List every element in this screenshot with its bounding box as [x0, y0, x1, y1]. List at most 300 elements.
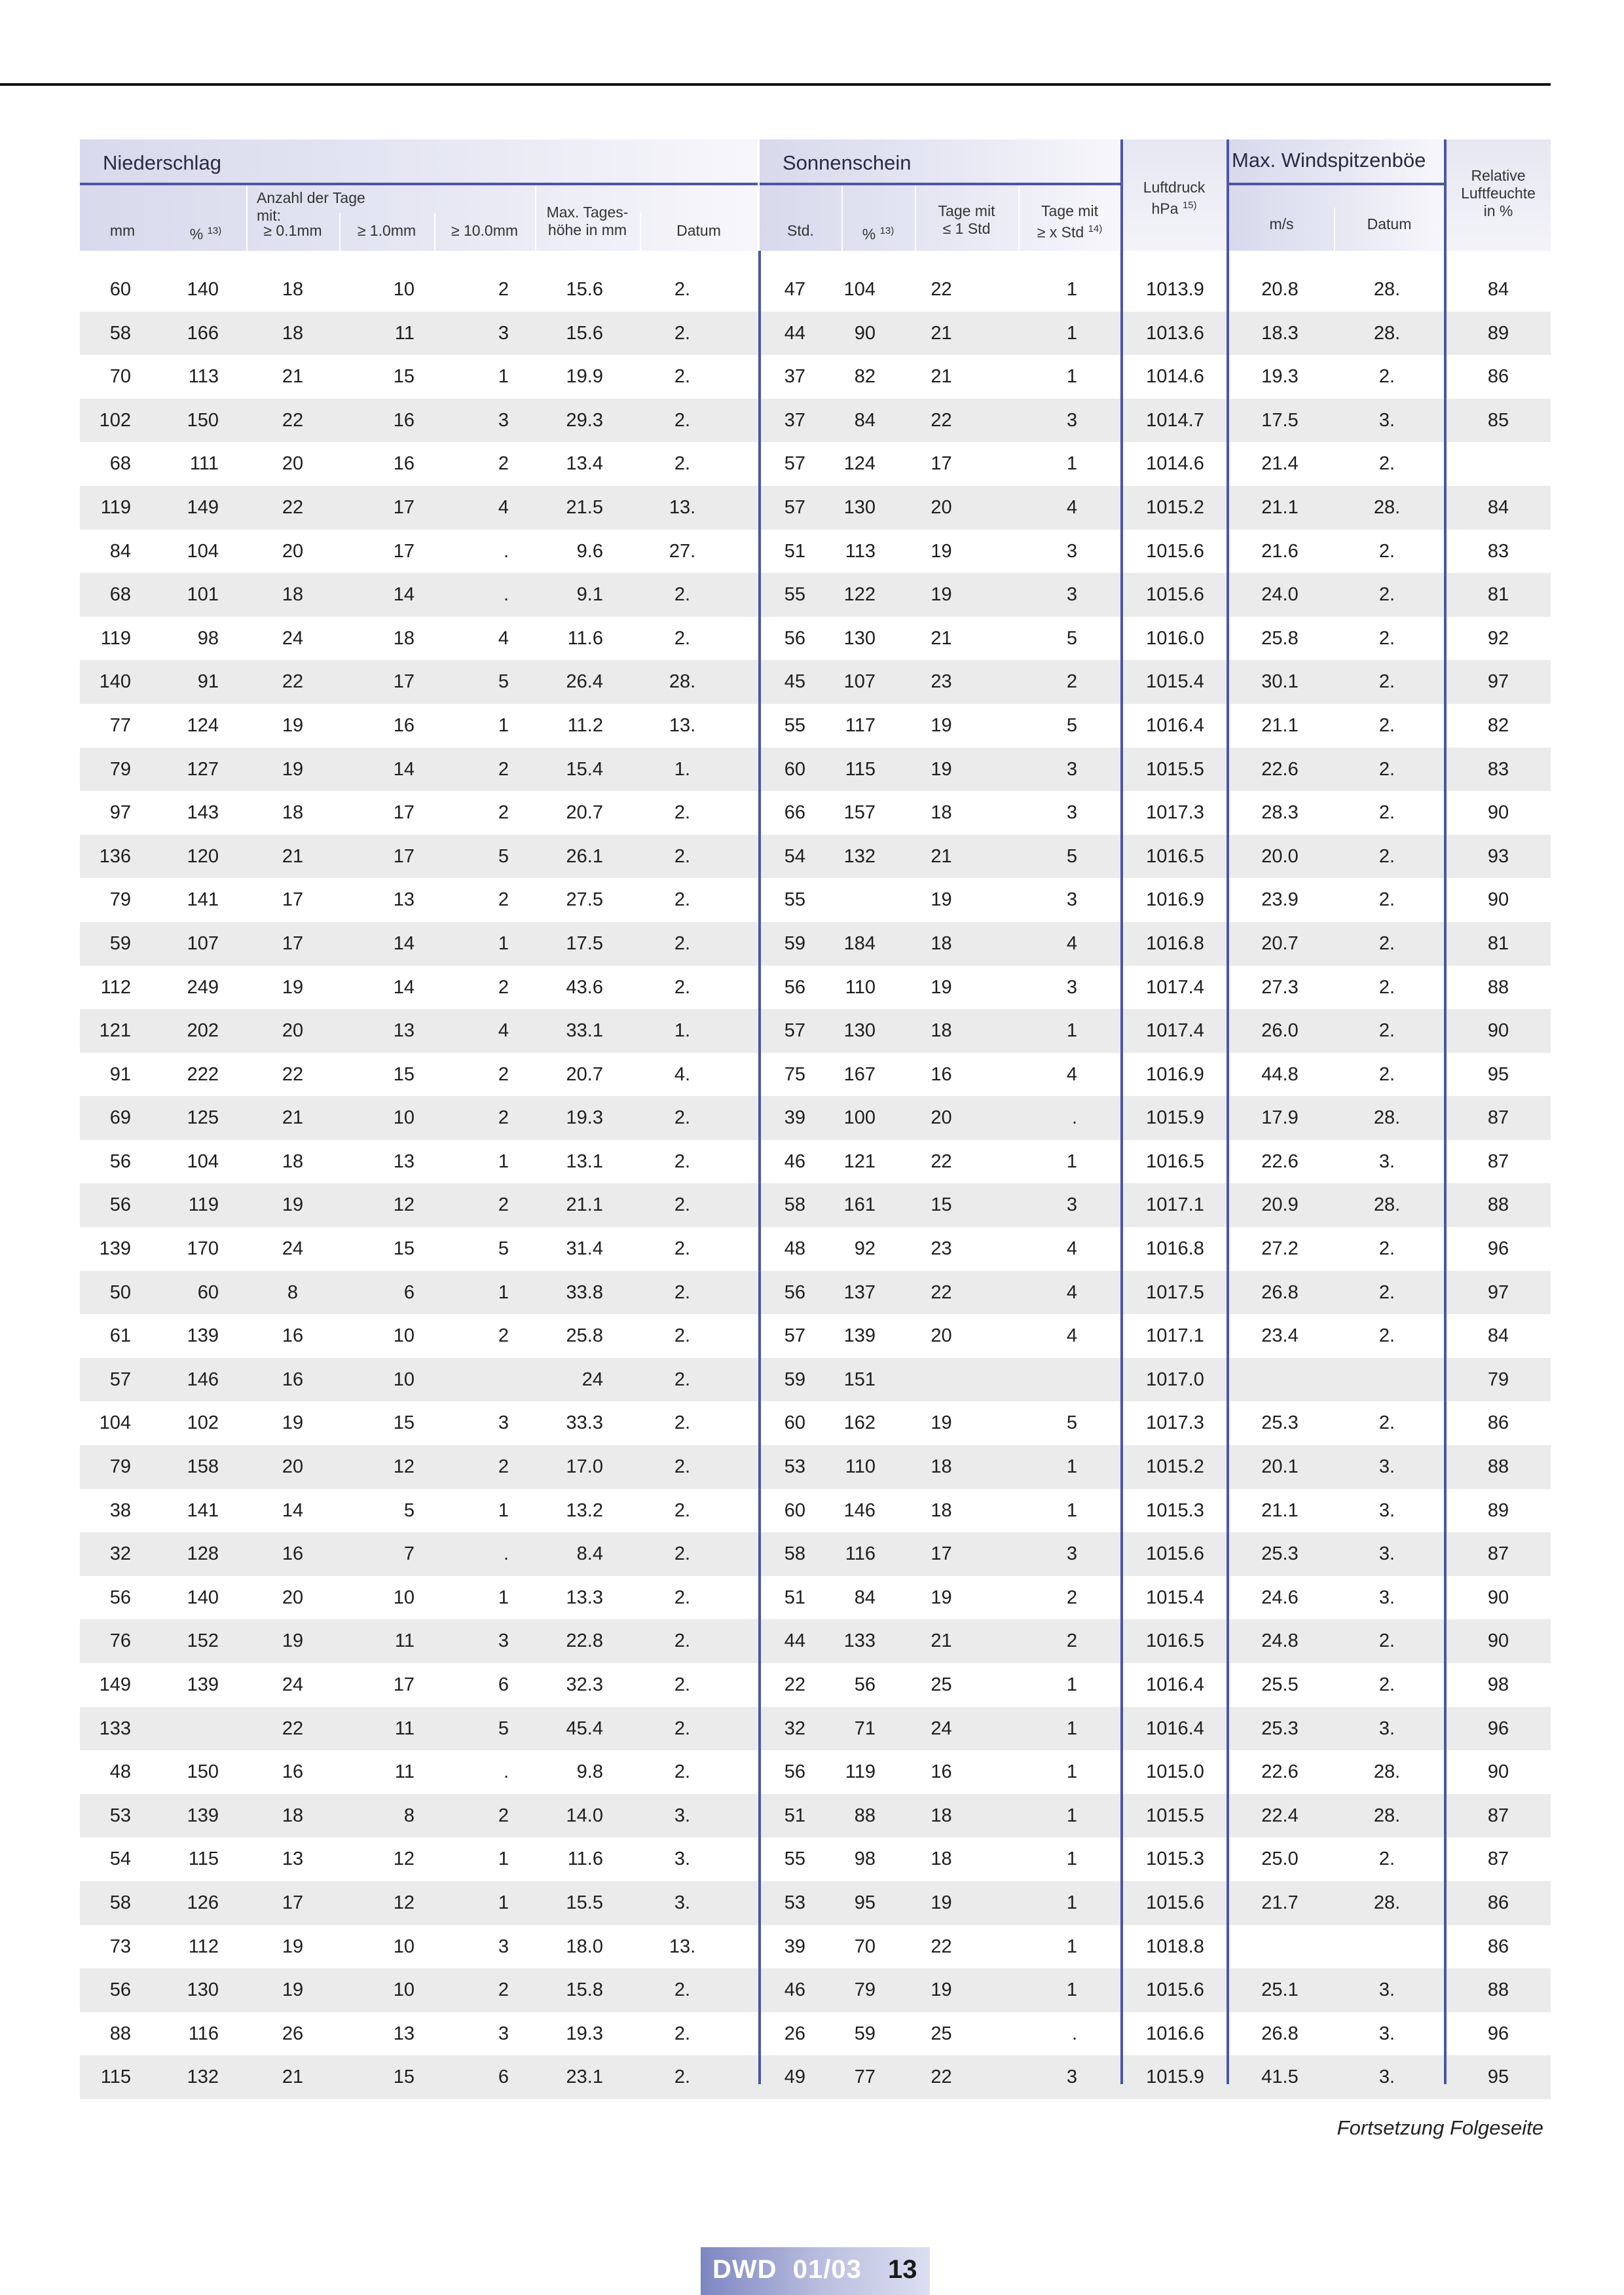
- cell-mm: 121: [99, 1020, 131, 1042]
- cell-ge10: 12: [393, 1456, 415, 1478]
- cell-ge10: 16: [393, 453, 415, 475]
- cell-tage1: 22: [931, 279, 952, 300]
- sep: [1018, 185, 1020, 251]
- cell-maxtages: 32.3: [566, 1674, 603, 1695]
- cell-ge100: 3: [498, 1630, 509, 1652]
- cell-mm: 69: [109, 1107, 131, 1129]
- cell-ge10: 15: [393, 2066, 415, 2088]
- cell-std: 44: [784, 322, 805, 344]
- cell-datum: 3.: [674, 1848, 691, 1870]
- cell-std: 55: [784, 714, 805, 736]
- col-rel-label: Relative Luftfeuchte in %: [1461, 167, 1536, 219]
- cell-ge100: 6: [498, 1674, 509, 1695]
- cell-prozent: 127: [187, 758, 219, 780]
- cell-rel: 90: [1487, 802, 1509, 824]
- cell-maxtages: 11.6: [567, 627, 603, 649]
- cell-s-prozent: 121: [843, 1150, 876, 1172]
- cell-tage1: 17: [931, 1543, 952, 1565]
- cell-prozent: 143: [187, 802, 219, 824]
- divider-sonne: [758, 251, 761, 2084]
- cell-std: 57: [784, 1020, 805, 1042]
- cell-s-prozent: 70: [854, 1936, 876, 1957]
- cell-mm: 136: [99, 845, 131, 867]
- table-row: [80, 791, 1551, 835]
- cell-wind-datum: 28.: [1373, 1194, 1401, 1216]
- cell-datum: 2.: [674, 2066, 691, 2088]
- cell-prozent: 141: [187, 889, 219, 911]
- cell-datum: 13.: [669, 1936, 696, 1957]
- cell-ge01: 22: [282, 496, 304, 518]
- cell-luftdruck: 1014.6: [1146, 453, 1204, 475]
- cell-luftdruck: 1015.9: [1146, 2066, 1204, 2088]
- cell-wind-ms: 25.8: [1261, 627, 1299, 649]
- cell-s-prozent: 56: [854, 1674, 876, 1695]
- cell-luftdruck: 1014.7: [1146, 409, 1204, 431]
- cell-luftdruck: 1013.6: [1146, 322, 1204, 344]
- cell-maxtages: 22.8: [566, 1630, 603, 1652]
- cell-rel: 79: [1487, 1368, 1509, 1390]
- cell-ge100: 1: [498, 1892, 509, 1913]
- cell-std: 37: [784, 366, 805, 388]
- cell-std: 55: [784, 889, 805, 911]
- table-row: [80, 922, 1551, 966]
- cell-wind-ms: [1229, 1925, 1331, 1969]
- cell-rel: 90: [1487, 1587, 1509, 1608]
- cell-wind-ms: 22.6: [1261, 1761, 1299, 1783]
- cell-tage1: 17: [931, 453, 952, 475]
- cell-wind-datum: 2.: [1378, 1281, 1395, 1303]
- cell-wind-ms: 23.9: [1261, 889, 1299, 911]
- niederschlag-title: Niederschlag: [103, 151, 221, 174]
- cell-datum: 2.: [674, 1368, 691, 1390]
- cell-wind-ms: 25.3: [1261, 1543, 1299, 1565]
- cell-std: 51: [784, 1805, 805, 1826]
- table-row: [80, 704, 1551, 748]
- cell-maxtages: 17.0: [566, 1456, 603, 1478]
- cell-tage1: 19: [931, 1892, 952, 1913]
- cell-prozent: 98: [197, 627, 219, 649]
- cell-rel: 86: [1487, 1936, 1509, 1957]
- cell-rel: 87: [1487, 1805, 1509, 1826]
- cell-mm: 54: [109, 1848, 131, 1870]
- sep: [640, 213, 641, 251]
- cell-mm: 76: [109, 1630, 131, 1652]
- cell-s-prozent: 82: [854, 366, 876, 388]
- cell-s-prozent: 71: [854, 1717, 876, 1739]
- cell-wind-ms: 20.8: [1261, 279, 1299, 300]
- cell-wind-ms: 27.2: [1261, 1238, 1299, 1260]
- cell-mm: 60: [109, 279, 131, 300]
- cell-ge01: 21: [282, 1107, 304, 1129]
- cell-std: 56: [784, 627, 805, 649]
- top-rule: [0, 83, 1551, 86]
- cell-mm: 56: [109, 1194, 131, 1216]
- cell-ge01: 20: [282, 1020, 304, 1042]
- cell-luftdruck: 1016.5: [1146, 1150, 1204, 1172]
- cell-luftdruck: 1015.6: [1146, 1892, 1204, 1913]
- cell-std: 75: [784, 1063, 805, 1085]
- cell-wind-ms: 20.7: [1261, 932, 1299, 954]
- cell-rel: 90: [1487, 1761, 1509, 1783]
- cell-luftdruck: 1016.6: [1146, 2023, 1204, 2044]
- cell-maxtages: 21.1: [566, 1194, 603, 1216]
- cell-maxtages: 19.9: [566, 366, 603, 388]
- cell-prozent: 202: [187, 1020, 219, 1042]
- cell-ge100: 1: [498, 366, 509, 388]
- cell-s-prozent: 157: [843, 802, 876, 824]
- cell-tagex: 1: [1066, 322, 1077, 344]
- cell-ge100: 3: [498, 1412, 509, 1434]
- cell-mm: 59: [109, 932, 131, 954]
- cell-maxtages: 20.7: [566, 1063, 603, 1085]
- cell-wind-ms: 28.3: [1261, 802, 1299, 824]
- cell-luftdruck: 1015.4: [1146, 1587, 1204, 1608]
- cell-prozent: 139: [187, 1674, 219, 1695]
- cell-prozent: 120: [187, 845, 219, 867]
- cell-wind-ms: 24.0: [1261, 584, 1299, 606]
- table-row: [80, 355, 1551, 399]
- cell-wind-datum: 2.: [1378, 802, 1395, 824]
- cell-datum: 2.: [674, 932, 691, 954]
- cell-datum: 2.: [674, 1325, 691, 1347]
- cell-wind-datum: 2.: [1378, 627, 1395, 649]
- cell-ge01: 16: [282, 1543, 304, 1565]
- cell-prozent: 125: [187, 1107, 219, 1129]
- cell-tagex: 1: [1066, 1805, 1077, 1826]
- cell-wind-datum: 2.: [1378, 453, 1395, 475]
- cell-luftdruck: 1015.6: [1146, 1979, 1204, 2001]
- cell-ge100: 2: [498, 279, 509, 300]
- cell-luftdruck: 1015.2: [1146, 496, 1204, 518]
- cell-std: 53: [784, 1456, 805, 1478]
- cell-rel: 90: [1487, 889, 1509, 911]
- cell-ge10: 10: [393, 1325, 415, 1347]
- cell-luftdruck: 1015.5: [1146, 758, 1204, 780]
- cell-datum: 27.: [669, 540, 696, 562]
- cell-s-prozent: 146: [843, 1499, 876, 1521]
- cell-mm: 56: [109, 1150, 131, 1172]
- cell-datum: 2.: [674, 1456, 691, 1478]
- cell-wind-ms: 21.7: [1261, 1892, 1299, 1913]
- cell-wind-ms: 21.1: [1261, 1499, 1299, 1521]
- cell-ge10: 11: [394, 1761, 415, 1783]
- cell-maxtages: 9.6: [576, 540, 603, 562]
- cell-ge01: 18: [282, 322, 304, 344]
- cell-rel: 97: [1487, 1281, 1509, 1303]
- cell-rel: 92: [1487, 627, 1509, 649]
- cell-ge10: 10: [393, 1936, 415, 1957]
- cell-luftdruck: 1017.3: [1146, 1412, 1204, 1434]
- cell-tage1: 18: [931, 932, 952, 954]
- sep: [535, 185, 536, 251]
- cell-std: 55: [784, 584, 805, 606]
- cell-luftdruck: 1016.4: [1146, 1674, 1204, 1695]
- cell-luftdruck: 1016.4: [1146, 1717, 1204, 1739]
- sonnenschein-title: Sonnenschein: [783, 151, 912, 174]
- cell-ge100: 1: [498, 1281, 509, 1303]
- table-row: [80, 2012, 1551, 2056]
- table-row: [80, 835, 1551, 879]
- cell-wind-ms: 22.6: [1261, 758, 1299, 780]
- cell-datum: 2.: [674, 1107, 691, 1129]
- cell-mm: 115: [100, 2066, 131, 2088]
- cell-luftdruck: 1015.0: [1146, 1761, 1204, 1783]
- cell-tage1: 19: [931, 758, 952, 780]
- cell-tage1: 21: [931, 1630, 952, 1652]
- col-s-prozent-label: % $^{13)}$: [862, 225, 895, 243]
- cell-ge100: 1: [498, 1150, 509, 1172]
- cell-wind-datum: 3.: [1378, 1499, 1395, 1521]
- cell-ge01: 22: [282, 1717, 304, 1739]
- cell-tage1: 19: [931, 1979, 952, 2001]
- cell-s-prozent: 110: [845, 1456, 876, 1478]
- cell-rel: 87: [1487, 1107, 1509, 1129]
- cell-ge100: 4: [498, 1020, 509, 1042]
- cell-tagex: 3: [1066, 758, 1077, 780]
- cell-datum: 2.: [674, 1979, 691, 2001]
- cell-s-prozent: 151: [843, 1368, 876, 1390]
- cell-ge01: 21: [282, 366, 304, 388]
- cell-rel: 82: [1487, 714, 1509, 736]
- cell-tage1: 18: [931, 1499, 952, 1521]
- col-std-label: Std.: [787, 222, 814, 239]
- cell-tage1: 16: [931, 1063, 952, 1085]
- rel-header: [1446, 139, 1551, 251]
- cell-maxtages: 13.2: [566, 1499, 603, 1521]
- cell-prozent: 104: [187, 1150, 219, 1172]
- cell-wind-datum: 28.: [1373, 1761, 1401, 1783]
- table-row: [80, 1401, 1551, 1445]
- cell-maxtages: 15.6: [566, 279, 603, 300]
- cell-ge01: 22: [282, 1063, 304, 1085]
- col-tagexstd-label: Tage mit ≥ x Std $^{14)}$: [1037, 202, 1103, 241]
- col-maxtages-label: Max. Tages- höhe in mm: [546, 204, 629, 238]
- cell-std: 39: [784, 1936, 805, 1957]
- table-row: [80, 660, 1551, 704]
- table-row: [80, 1096, 1551, 1140]
- col-ge100-label: ≥ 10.0mm: [451, 222, 519, 239]
- cell-ge100: 2: [498, 889, 509, 911]
- cell-ge10: 5: [403, 1499, 415, 1521]
- cell-ge01: 19: [282, 1412, 304, 1434]
- cell-s-prozent: 130: [843, 1020, 876, 1042]
- cell-mm: 79: [109, 889, 131, 911]
- cell-std: 37: [784, 409, 805, 431]
- cell-ge01: 14: [282, 1499, 304, 1521]
- cell-mm: 91: [109, 1063, 131, 1085]
- col-ge01-label: ≥ 0.1mm: [263, 222, 322, 239]
- cell-ge10: 15: [393, 1238, 415, 1260]
- cell-prozent: 170: [187, 1238, 219, 1260]
- col-tage1std-label: Tage mit ≤ 1 Std: [938, 202, 995, 237]
- cell-ge100: 1: [498, 714, 509, 736]
- cell-rel: 88: [1487, 1194, 1509, 1216]
- cell-maxtages: 33.3: [566, 1412, 603, 1434]
- cell-tage1: 23: [931, 671, 952, 693]
- cell-s-prozent: 161: [843, 1194, 876, 1216]
- cell-tagex: 1: [1066, 1892, 1077, 1913]
- cell-luftdruck: 1015.9: [1146, 1107, 1204, 1129]
- cell-mm: 119: [100, 627, 131, 649]
- cell-wind-datum: 2.: [1378, 1630, 1395, 1652]
- cell-mm: 149: [99, 1674, 131, 1695]
- cell-prozent: 152: [187, 1630, 219, 1652]
- table-row: [80, 1663, 1551, 1707]
- cell-prozent: 124: [187, 714, 219, 736]
- cell-wind-ms: 41.5: [1261, 2066, 1299, 2088]
- cell-ge10: 17: [393, 496, 415, 518]
- cell-ge10: 18: [393, 627, 415, 649]
- cell-tage1: 19: [931, 584, 952, 606]
- cell-mm: 84: [109, 540, 131, 562]
- cell-s-prozent: 133: [843, 1630, 876, 1652]
- cell-luftdruck: 1014.6: [1146, 366, 1204, 388]
- sep: [434, 213, 435, 251]
- cell-wind-ms: 30.1: [1261, 671, 1299, 693]
- cell-wind-ms: 21.1: [1261, 714, 1299, 736]
- table-row: [80, 617, 1551, 661]
- cell-ge01: 8: [287, 1281, 299, 1303]
- cell-wind-datum: 2.: [1378, 584, 1395, 606]
- cell-datum: 2.: [674, 1499, 691, 1521]
- cell-luftdruck: 1013.9: [1146, 279, 1204, 300]
- cell-prozent: 158: [187, 1456, 219, 1478]
- cell-tage1: 20: [931, 1325, 952, 1347]
- cell-prozent: 132: [187, 2066, 219, 2088]
- cell-ge10: 15: [393, 366, 415, 388]
- cell-mm: 79: [109, 758, 131, 780]
- cell-tage1: 19: [931, 976, 952, 998]
- cell-tagex: 2: [1066, 1630, 1077, 1652]
- cell-ge01: 18: [282, 584, 304, 606]
- cell-tage1: 19: [931, 540, 952, 562]
- cell-std: 45: [784, 671, 805, 693]
- cell-tage1: 21: [931, 366, 952, 388]
- cell-ge10: 11: [394, 322, 415, 344]
- cell-datum: 2.: [674, 1761, 691, 1783]
- table-row: [80, 1140, 1551, 1184]
- cell-ge01: 17: [282, 1892, 304, 1913]
- cell-wind-ms: 25.3: [1261, 1412, 1299, 1434]
- cell-tage1: 23: [931, 1238, 952, 1260]
- cell-mm: 102: [99, 409, 131, 431]
- table-row: [80, 1576, 1551, 1620]
- cell-ge10: 15: [393, 1412, 415, 1434]
- cell-std: 66: [784, 802, 805, 824]
- cell-tagex: 5: [1066, 845, 1077, 867]
- cell-tagex: 3: [1066, 802, 1077, 824]
- col-prozent-label: % $^{13)}$: [189, 225, 222, 243]
- cell-prozent: 141: [187, 1499, 219, 1521]
- cell-wind-ms: 20.0: [1261, 845, 1299, 867]
- cell-ge10: 13: [393, 889, 415, 911]
- cell-mm: 133: [99, 1717, 131, 1739]
- cell-tagex: 4: [1066, 932, 1077, 954]
- cell-s-prozent: 167: [843, 1063, 876, 1085]
- cell-ge100: 2: [498, 1325, 509, 1347]
- cell-mm: 48: [109, 1761, 131, 1783]
- cell-mm: 79: [109, 1456, 131, 1478]
- cell-std: 47: [784, 279, 805, 300]
- cell-mm: 97: [109, 802, 131, 824]
- cell-mm: 56: [109, 1587, 131, 1608]
- cell-maxtages: 45.4: [566, 1717, 603, 1739]
- cell-s-prozent: 115: [845, 758, 876, 780]
- cell-ge01: 21: [282, 2066, 304, 2088]
- cell-wind-datum: 28.: [1373, 1107, 1401, 1129]
- cell-maxtages: 8.4: [576, 1543, 603, 1565]
- cell-prozent: 126: [187, 1892, 219, 1913]
- cell-datum: 2.: [674, 1281, 691, 1303]
- cell-wind-datum: 2.: [1378, 932, 1395, 954]
- cell-ge01: 19: [282, 976, 304, 998]
- cell-wind-datum: 2.: [1378, 671, 1395, 693]
- cell-maxtages: 15.4: [566, 758, 603, 780]
- table-row: [80, 1227, 1551, 1271]
- cell-s-prozent: 104: [843, 279, 876, 300]
- cell-maxtages: 33.1: [566, 1020, 603, 1042]
- table-row: [80, 1619, 1551, 1663]
- cell-std: 32: [784, 1717, 805, 1739]
- cell-ge100: 5: [498, 1238, 509, 1260]
- cell-ge10: 17: [393, 671, 415, 693]
- cell-luftdruck: 1015.4: [1146, 671, 1204, 693]
- cell-datum: 2.: [674, 453, 691, 475]
- cell-rel: 89: [1487, 1499, 1509, 1521]
- cell-wind-datum: 3.: [1378, 1543, 1395, 1565]
- cell-ge10: 12: [393, 1892, 415, 1913]
- cell-ge01: 18: [282, 802, 304, 824]
- cell-tagex: .: [1071, 1107, 1077, 1129]
- cell-tage1: 15: [931, 1194, 952, 1216]
- cell-std: 59: [784, 932, 805, 954]
- cell-luftdruck: 1016.9: [1146, 1063, 1204, 1085]
- cell-ge100: 2: [498, 1456, 509, 1478]
- cell-luftdruck: 1015.2: [1146, 1456, 1204, 1478]
- cell-datum: 2.: [674, 1238, 691, 1260]
- cell-prozent: 128: [187, 1543, 219, 1565]
- cell-ge100: .: [503, 540, 509, 562]
- cell-datum: 2.: [674, 1150, 691, 1172]
- cell-ge10: 10: [393, 1107, 415, 1129]
- niederschlag-underline: [80, 183, 758, 185]
- cell-tage1: 19: [931, 1587, 952, 1608]
- cell-tagex: 3: [1066, 889, 1077, 911]
- cell-s-prozent: 184: [843, 932, 876, 954]
- divider-wind: [1227, 139, 1229, 2084]
- cell-ge100: 2: [498, 1194, 509, 1216]
- table-row: [80, 1053, 1551, 1097]
- table-row: [80, 486, 1551, 530]
- cell-ge10: 14: [393, 758, 415, 780]
- cell-rel: 88: [1487, 976, 1509, 998]
- cell-mm: 57: [109, 1368, 131, 1390]
- cell-ge01: 24: [282, 627, 304, 649]
- table-row: [80, 1271, 1551, 1315]
- cell-tagex: 5: [1066, 714, 1077, 736]
- cell-ge100: 3: [498, 1936, 509, 1957]
- cell-datum: 3.: [674, 1892, 691, 1913]
- cell-s-prozent: 92: [854, 1238, 876, 1260]
- cell-rel: [1446, 442, 1551, 486]
- table-row: [80, 573, 1551, 617]
- cell-mm: 88: [109, 2023, 131, 2044]
- cell-ge01: 17: [282, 889, 304, 911]
- cell-maxtages: 9.1: [576, 584, 603, 606]
- cell-s-prozent: 79: [854, 1979, 876, 2001]
- cell-maxtages: 9.8: [576, 1761, 603, 1783]
- cell-rel: 86: [1487, 366, 1509, 388]
